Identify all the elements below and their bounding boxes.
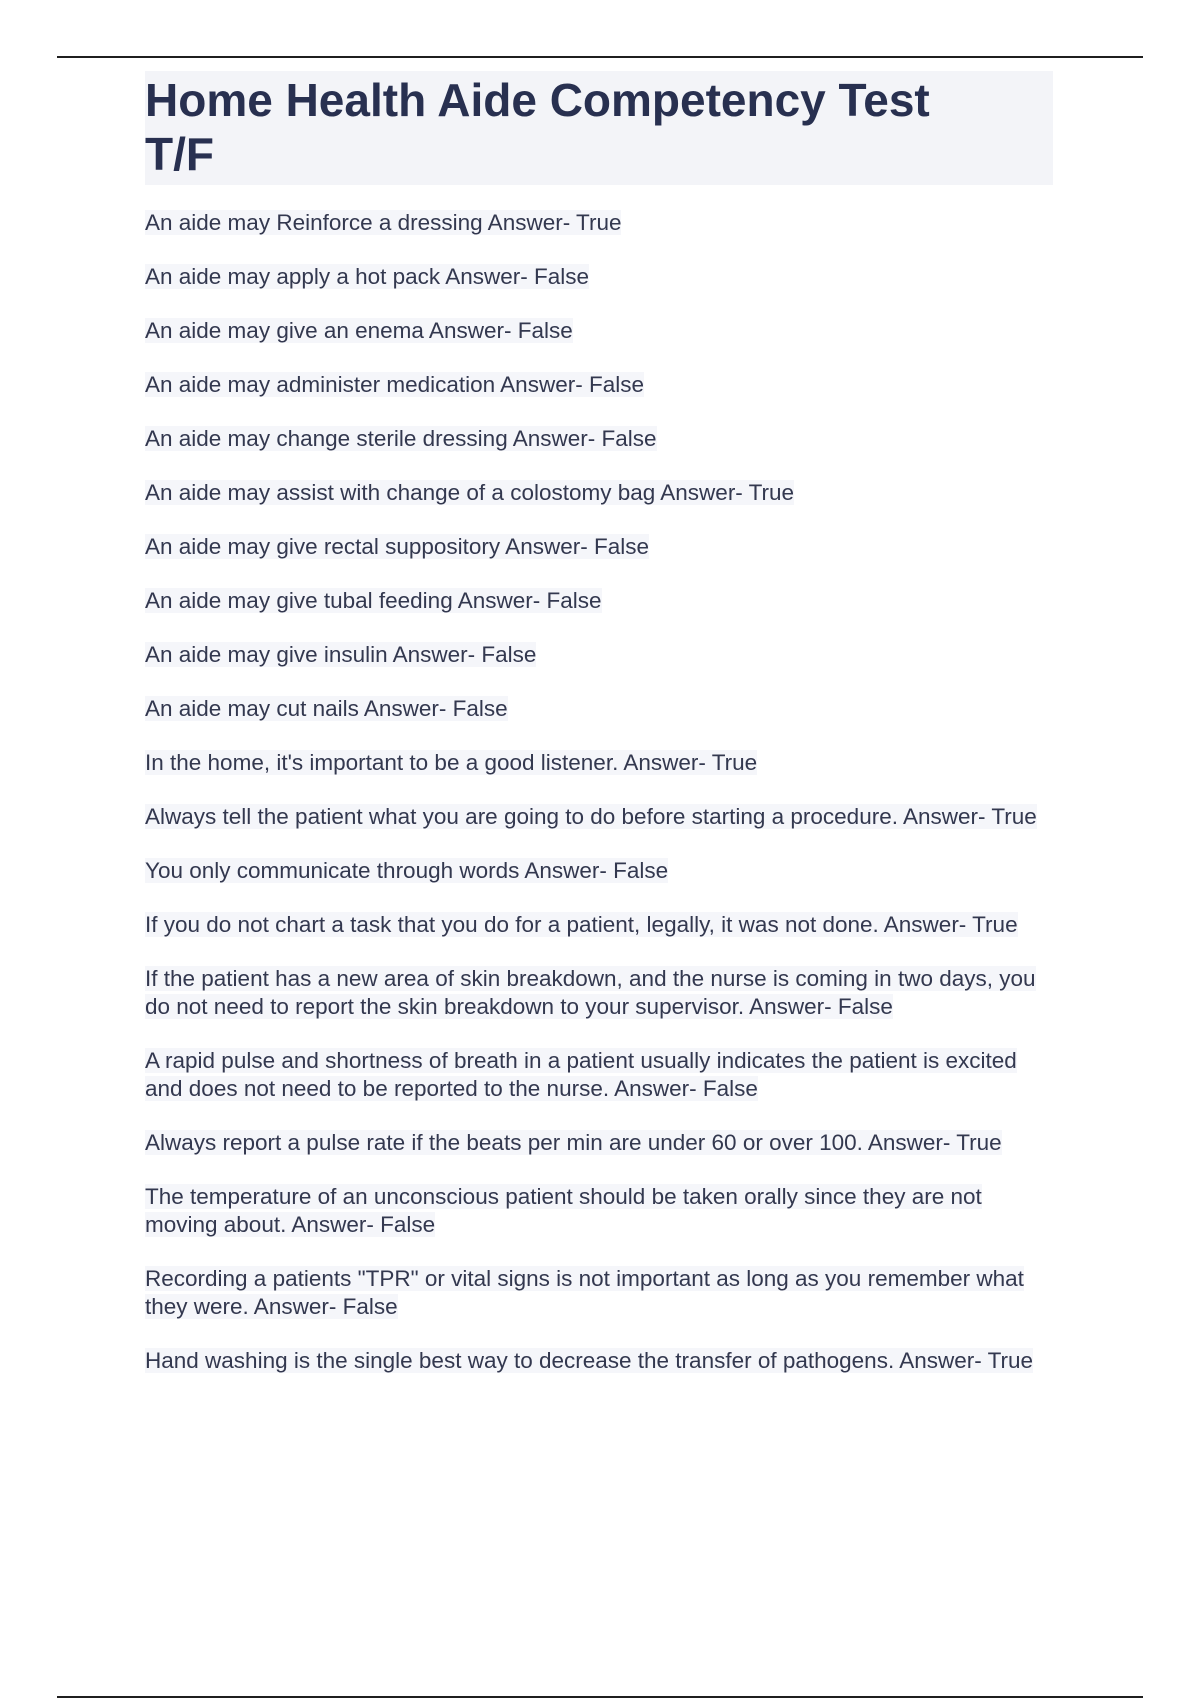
question-text: In the home, it's important to be a good listener. Answer- True (145, 750, 758, 775)
list-item (145, 263, 1053, 291)
list-item (145, 479, 1053, 507)
top-rule (57, 56, 1143, 58)
list-item (145, 911, 1053, 939)
list-item (145, 425, 1053, 453)
question-text: A rapid pulse and shortness of breath in a patient usually indicates the patient is excited and does not need to be reported to the nurse. Answer- False (145, 1048, 1017, 1101)
question-text: An aide may apply a hot pack Answer- False (145, 264, 589, 289)
list-item (145, 317, 1053, 345)
list-item (145, 803, 1053, 831)
question-text: An aide may cut nails Answer- False (145, 696, 508, 721)
question-text: An aide may give an enema Answer- False (145, 318, 573, 343)
question-text: An aide may assist with change of a colostomy bag Answer- True (145, 480, 795, 505)
question-text: Always tell the patient what you are going to do before starting a procedure. Answer- True (145, 804, 1037, 829)
list-item (145, 641, 1053, 669)
question-text: An aide may give rectal suppository Answer- False (145, 534, 649, 559)
list-item (145, 1183, 1053, 1239)
question-text: Always report a pulse rate if the beats per min are under 60 or over 100. Answer- True (145, 1130, 1002, 1155)
question-text: An aide may Reinforce a dressing Answer- True (145, 210, 622, 235)
list-item (145, 1265, 1053, 1321)
title-block (145, 71, 1053, 185)
list-item (145, 965, 1053, 1021)
page-title: Home Health Aide Competency Test T/F (145, 74, 930, 180)
question-text: Recording a patients "TPR" or vital signs is not important as long as you remember what they were. Answer- False (145, 1266, 1024, 1319)
question-text: An aide may administer medication Answer- False (145, 372, 644, 397)
question-text: The temperature of an unconscious patient should be taken orally since they are not moving about. Answer- False (145, 1184, 982, 1237)
question-text: An aide may change sterile dressing Answer- False (145, 426, 657, 451)
list-item (145, 209, 1053, 237)
question-text: You only communicate through words Answer- False (145, 858, 669, 883)
list-item (145, 587, 1053, 615)
bottom-rule (57, 1696, 1143, 1698)
list-item (145, 371, 1053, 399)
question-list (145, 209, 1053, 1375)
list-item (145, 857, 1053, 885)
document-body (145, 71, 1053, 1401)
list-item (145, 749, 1053, 777)
list-item (145, 695, 1053, 723)
question-text: If the patient has a new area of skin breakdown, and the nurse is coming in two days, you do not need to report the skin breakdown to your supervisor. Answer- False (145, 966, 1036, 1019)
list-item (145, 533, 1053, 561)
question-text: An aide may give tubal feeding Answer- False (145, 588, 602, 613)
list-item (145, 1347, 1053, 1375)
question-text: If you do not chart a task that you do for a patient, legally, it was not done. Answer- True (145, 912, 1018, 937)
question-text: Hand washing is the single best way to decrease the transfer of pathogens. Answer- True (145, 1348, 1034, 1373)
list-item (145, 1047, 1053, 1103)
list-item (145, 1129, 1053, 1157)
question-text: An aide may give insulin Answer- False (145, 642, 537, 667)
